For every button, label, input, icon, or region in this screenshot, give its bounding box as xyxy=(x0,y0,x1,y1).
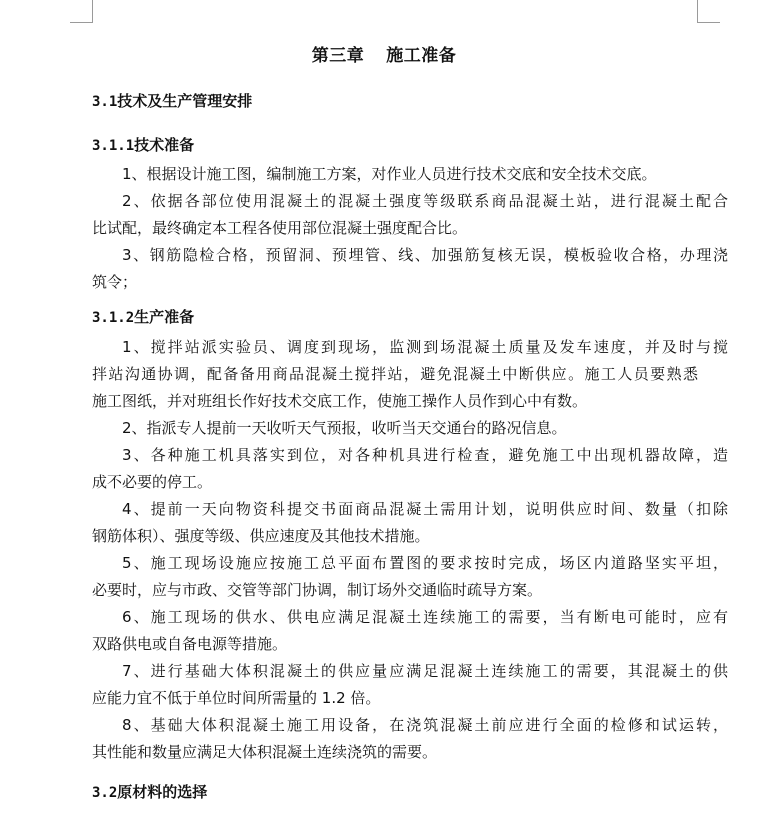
paragraph-line: 其性能和数量应满足大体积混凝土连续浇筑的需要。 xyxy=(92,743,438,761)
section-title: 生产准备 xyxy=(134,308,195,326)
paragraph-line: 3、各种施工机具落实到位，对各种机具进行检查，避免施工中出现机器故障，造 xyxy=(122,446,728,464)
section-heading-3-1-1 xyxy=(92,135,194,156)
paragraph-line: 3、钢筋隐检合格，预留洞、预埋管、线、加强筋复核无误，模板验收合格，办理浇 xyxy=(122,246,728,264)
paragraph-line: 筑令； xyxy=(92,273,138,291)
paragraph-line: 成不必要的停工。 xyxy=(92,473,213,491)
paragraph-line: 7、进行基础大体积混凝土的供应量应满足混凝土连续施工的需要，其混凝土的供 xyxy=(122,662,728,680)
paragraph-line: 双路供电或自备电源等措施。 xyxy=(92,635,288,653)
paragraph-line: 比试配，最终确定本工程各使用部位混凝土强度配合比。 xyxy=(92,219,468,237)
section-heading-3-2 xyxy=(92,782,207,803)
paragraph-line: 4、提前一天向物资科提交书面商品混凝土需用计划，说明供应时间、数量（扣除 xyxy=(122,500,728,518)
page-corner-mark-left xyxy=(70,0,93,23)
section-number: 3.1.2 xyxy=(92,310,135,326)
paragraph-line: 8、基础大体积混凝土施工用设备，在浇筑混凝土前应进行全面的检修和试运转， xyxy=(122,716,728,734)
section-heading-3-1 xyxy=(92,91,252,112)
paragraph-line: 2、依据各部位使用混凝土的混凝土强度等级联系商品混凝土站，进行混凝土配合 xyxy=(122,192,728,210)
chapter-name: 施工准备 xyxy=(386,46,457,66)
paragraph-line: 钢筋体积）、强度等级、供应速度及其他技术措施。 xyxy=(92,527,430,545)
section-number: 3.2 xyxy=(92,785,118,801)
paragraph-line: 2、指派专人提前一天收听天气预报，收听当天交通台的路况信息。 xyxy=(122,419,567,437)
section-title: 技术准备 xyxy=(134,136,195,154)
section-number: 3.1 xyxy=(92,94,118,110)
chapter-title xyxy=(0,44,768,68)
page-corner-mark-right xyxy=(697,0,720,23)
paragraph-line: 拌站沟通协调，配备备用商品混凝土搅拌站，避免混凝土中断供应。施工人员要熟悉 xyxy=(92,365,698,383)
paragraph-line: 6、施工现场的供水、供电应满足混凝土连续施工的需要，当有断电可能时，应有 xyxy=(122,608,728,626)
paragraph-line: 1、根据设计施工图，编制施工方案，对作业人员进行技术交底和安全技术交底。 xyxy=(122,165,657,183)
section-heading-3-1-2 xyxy=(92,307,194,328)
paragraph-line: 5、施工现场设施应按施工总平面布置图的要求按时完成，场区内道路坚实平坦， xyxy=(122,554,728,572)
paragraph-line: 应能力宜不低于单位时间所需量的 1.2 倍。 xyxy=(92,689,381,707)
section-title: 原材料的选择 xyxy=(117,783,208,801)
paragraph-line: 1、搅拌站派实验员、调度到现场，监测到场混凝土质量及发车速度，并及时与搅 xyxy=(122,338,728,356)
paragraph-line: 必要时，应与市政、交管等部门协调，制订场外交通临时疏导方案。 xyxy=(92,581,543,599)
section-number: 3.1.1 xyxy=(92,138,135,154)
section-title: 技术及生产管理安排 xyxy=(117,92,253,110)
paragraph-line: 施工图纸，并对班组长作好技术交底工作，使施工操作人员作到心中有数。 xyxy=(92,392,588,410)
chapter-number: 第三章 xyxy=(311,46,365,66)
